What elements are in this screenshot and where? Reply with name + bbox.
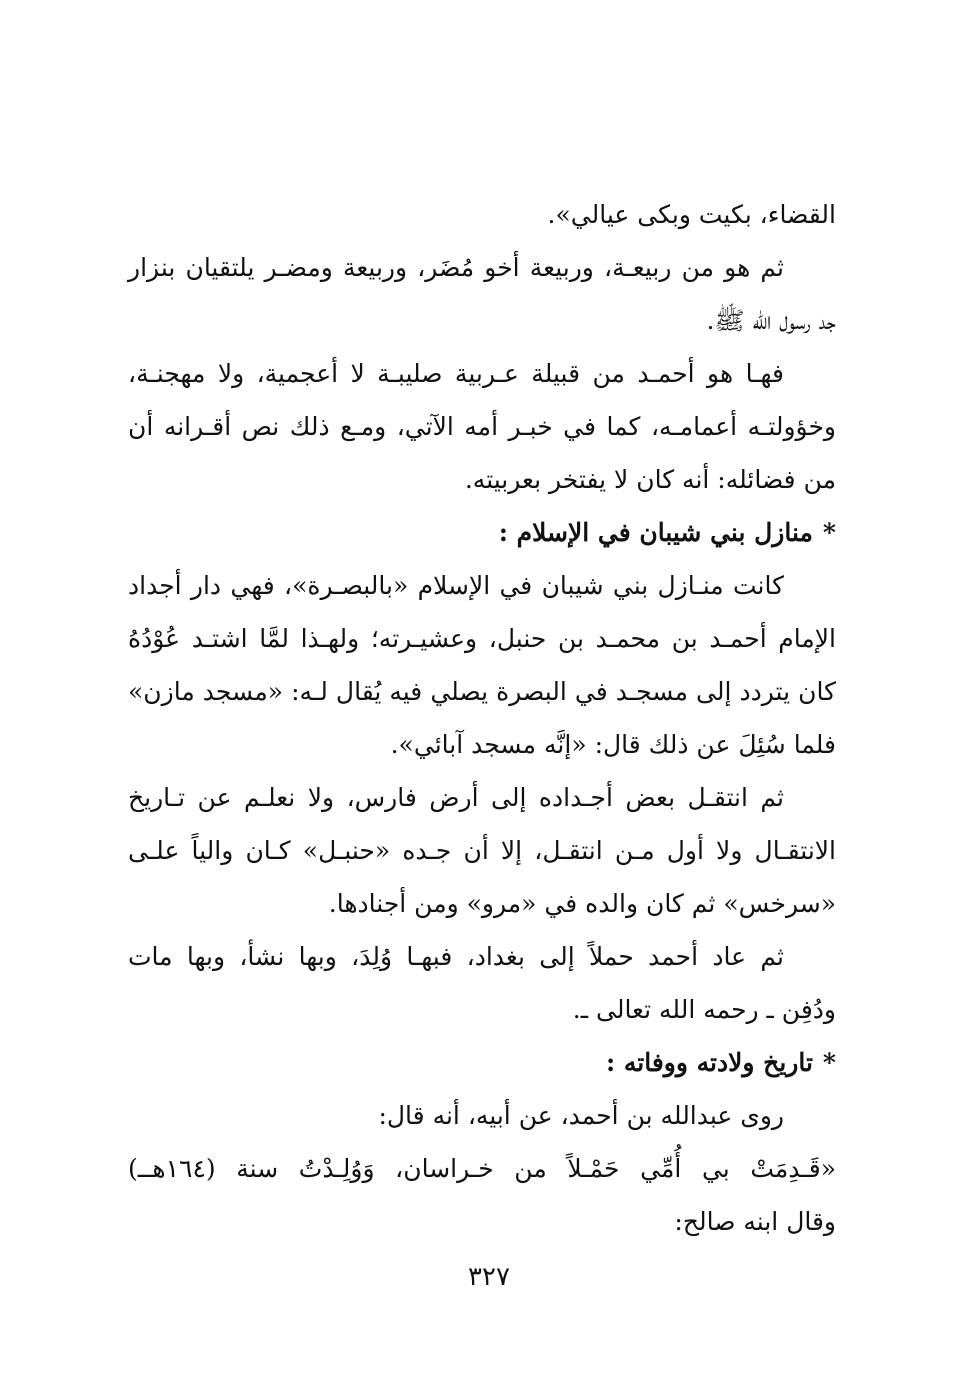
text-line: الإمام أحمـد بن محمـد بن حنبل، وعشيـرته؛ ولهـذا لمَّا اشتـد عُوْدُهُ bbox=[128, 624, 836, 653]
text-line: فلما سُئِلَ عن ذلك قال: «إنَّه مسجد آبائي». bbox=[390, 730, 836, 759]
section-heading-text: تاريخ ولادته ووفاته : bbox=[605, 1048, 813, 1077]
text-line: روى عبدالله بن أحمد، عن أبيه، أنه قال: bbox=[378, 1101, 784, 1130]
text-line: فهـا هو أحمـد من قبيلة عـربية صليبـة لا أعجمية، ولا مهجنـة، bbox=[128, 359, 784, 388]
body-text bbox=[128, 188, 836, 1248]
text-line: القضاء، بكيت وبكى عيالي». bbox=[547, 200, 836, 229]
section-heading bbox=[128, 506, 836, 559]
section-heading bbox=[128, 1036, 836, 1089]
text-line: من فضائله: أنه كان لا يفتخر بعربيته. bbox=[464, 465, 836, 494]
text-line: ثم انتقـل بعض أجـداده إلى أرض فارس، ولا نعلـم عن تـاريخ bbox=[128, 783, 784, 812]
heading-star-icon: * bbox=[822, 518, 836, 547]
text-line: كانت منـازل بني شيبان في الإسلام «بالبصـرة»، فهي دار أجداد bbox=[128, 571, 784, 600]
heading-star-icon: * bbox=[822, 1048, 836, 1077]
text-line: ودُفِن ـ رحمه الله تعالى ـ. bbox=[572, 995, 836, 1024]
text-line: ثم هو من ربيعـة، وربيعة أخو مُضَر، وربيعة ومضـر يلتقيان بنزار bbox=[128, 253, 784, 282]
text-line: «قَـدِمَتْ بي أُمِّي حَمْـلاً من خـراسان، وَوُلِـدْتُ سنة (١٦٤هــ) bbox=[128, 1154, 836, 1183]
text-line: وقال ابنه صالح: bbox=[674, 1207, 836, 1236]
text-line: الانتقـال ولا أول مـن انتقـل، إلا أن جـده «حنبـل» كـان والياً علـى bbox=[128, 836, 836, 865]
section-heading-text: منازل بني شيبان في الإسلام : bbox=[498, 518, 813, 547]
text-line: جد رسول الله ﷺ. bbox=[706, 306, 836, 335]
text-line: كان يتردد إلى مسجـد في البصرة يصلي فيه يُقال لـه: «مسجد مازن» bbox=[128, 677, 836, 706]
page-number: ٣٢٧ bbox=[468, 1262, 510, 1292]
text-line: ثم عاد أحمد حملاً إلى بغداد، فبهـا وُلِدَ، وبها نشأ، وبها مات bbox=[128, 942, 784, 971]
text-line: وخؤولتـه أعمامـه، كما في خبـر أمه الآتي، ومـع ذلك نص أقـرانه أن bbox=[128, 412, 836, 441]
text-line: «سرخس» ثم كان والده في «مرو» ومن أجنادها. bbox=[328, 889, 836, 918]
